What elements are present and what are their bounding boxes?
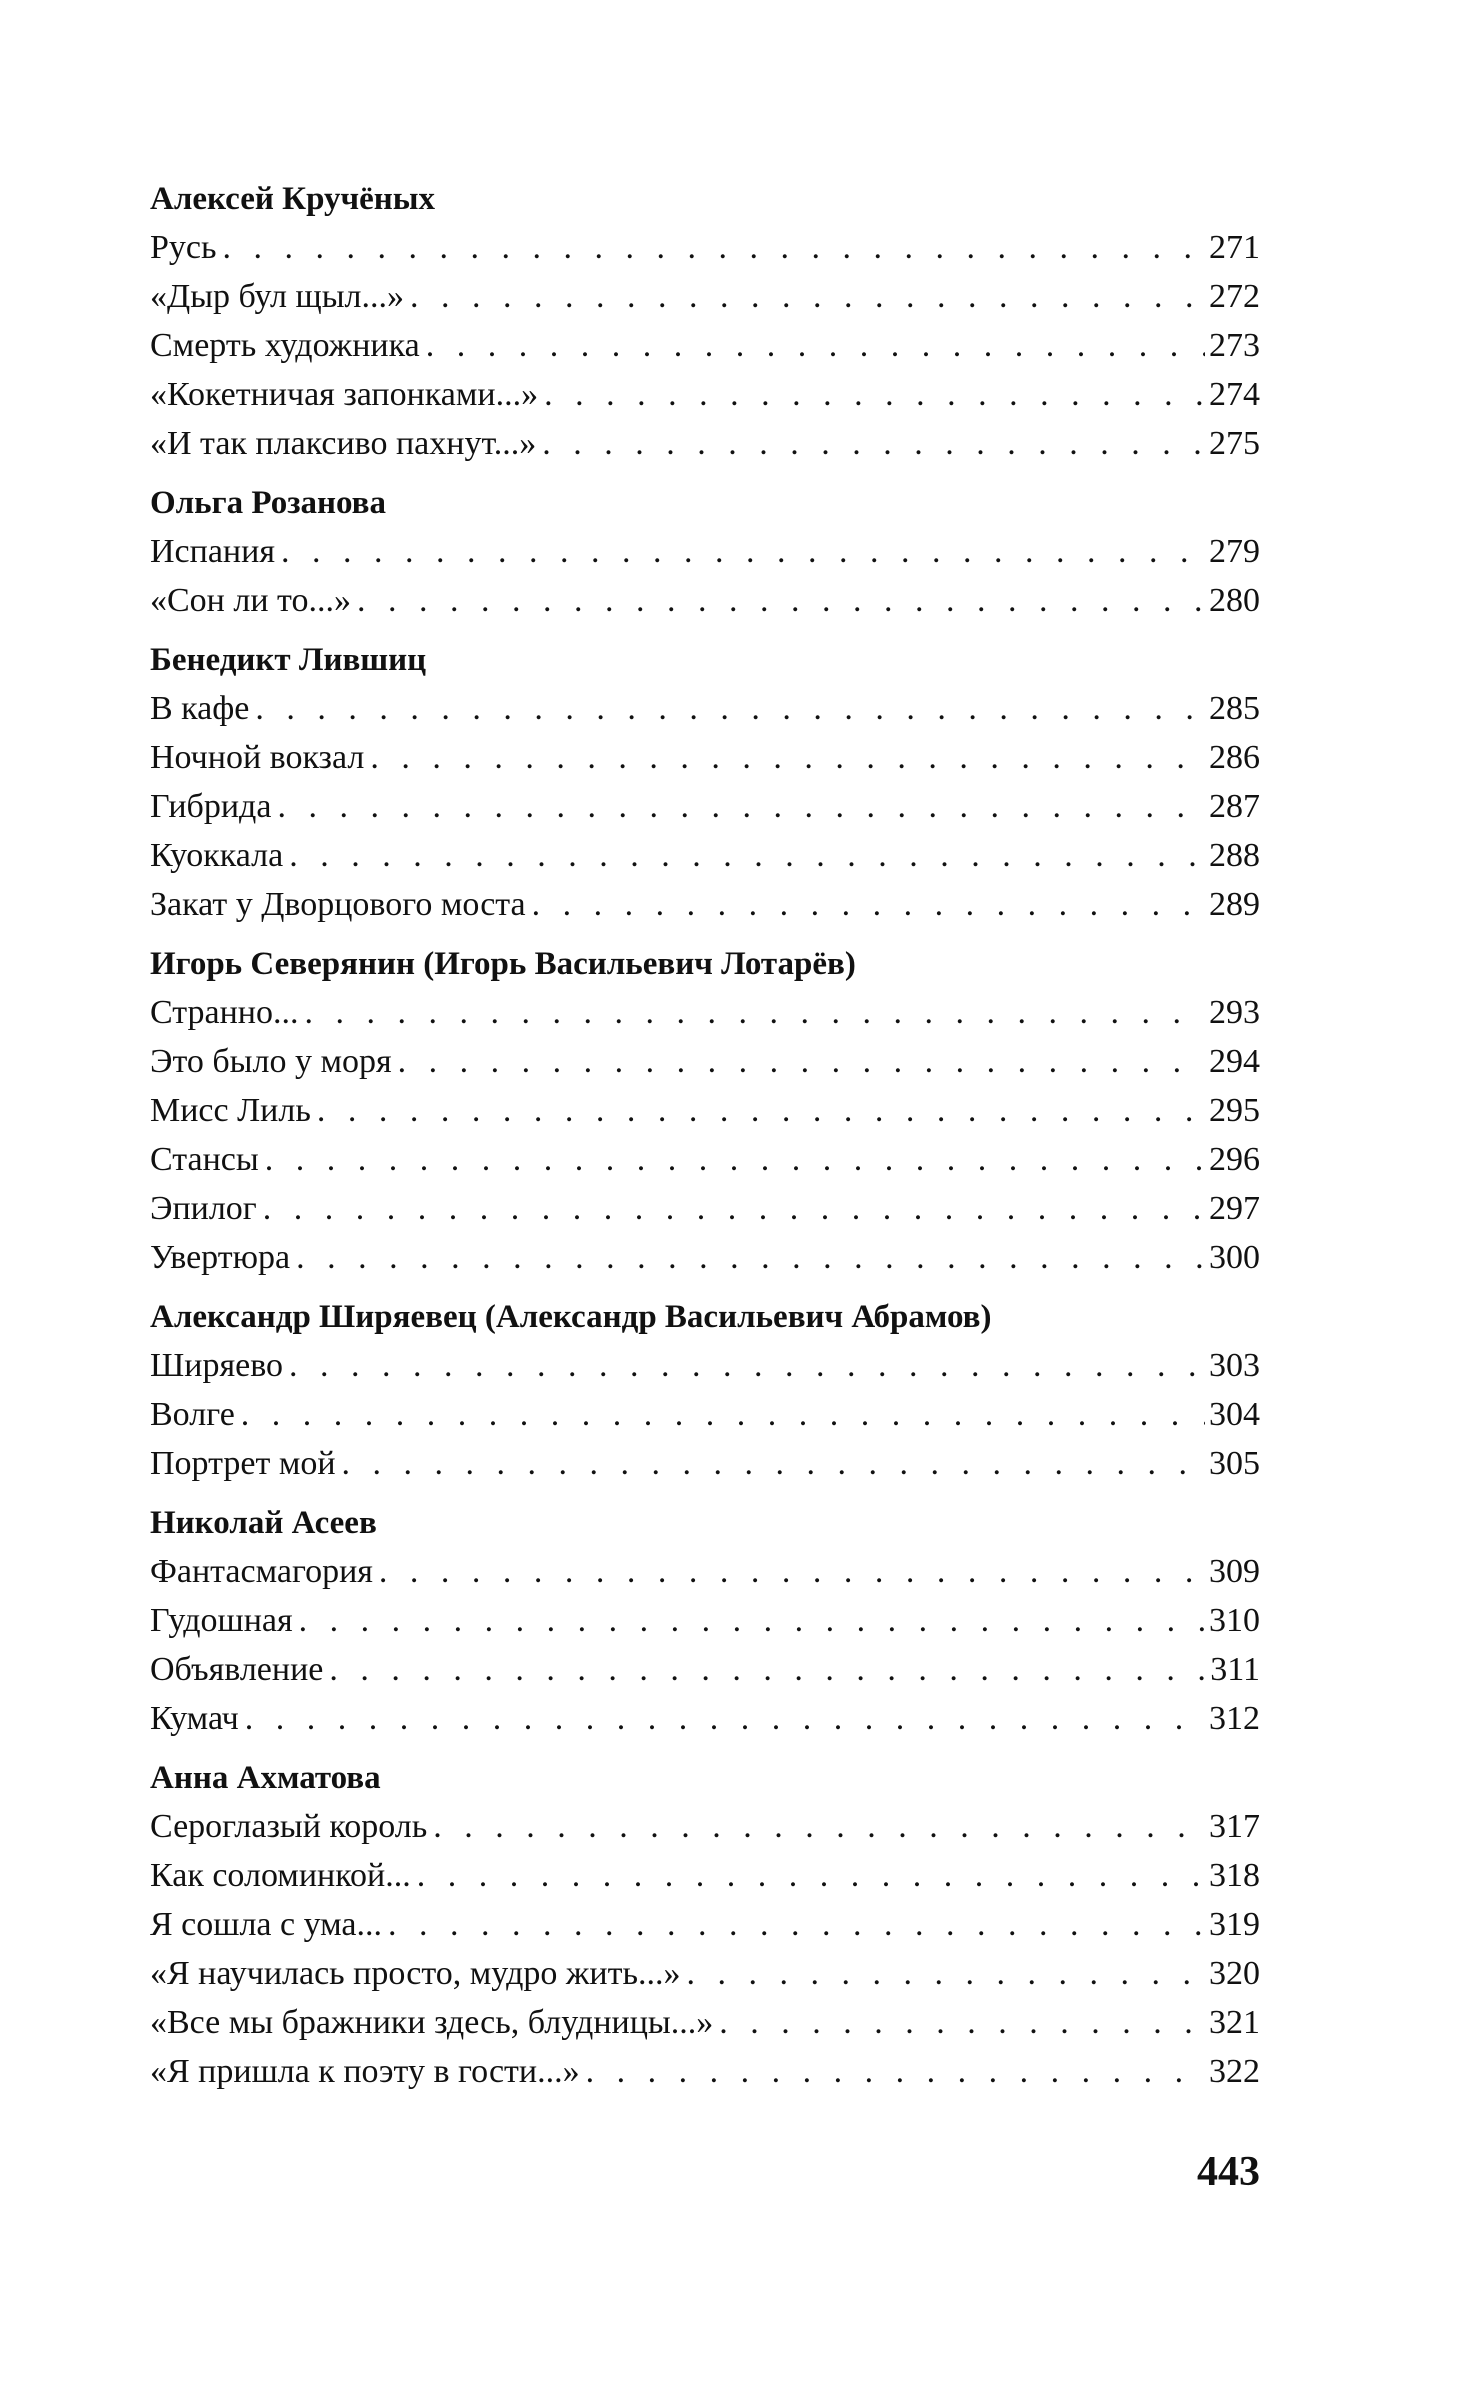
entry-page-number: 296 (1209, 1141, 1260, 1178)
entry-title: «Сон ли то...» (150, 582, 351, 619)
entry-page-number: 309 (1209, 1553, 1260, 1590)
dot-leader (223, 223, 1205, 272)
toc-entry (150, 1439, 1260, 1488)
toc-entry (150, 2047, 1260, 2096)
toc-entry (150, 1341, 1260, 1390)
author-heading: Ольга Розанова (150, 485, 386, 521)
toc-entry (150, 1998, 1260, 2047)
author-heading: Игорь Северянин (Игорь Васильевич Лотарёв) (150, 946, 856, 982)
entry-title: Мисс Лиль (150, 1092, 311, 1129)
toc-entry (150, 321, 1260, 370)
dot-leader (426, 321, 1205, 370)
table-of-contents (150, 176, 1260, 2096)
toc-entry (150, 223, 1260, 272)
dot-leader (586, 2047, 1205, 2096)
entry-title: «Все мы бражники здесь, блудницы...» (150, 2004, 714, 2041)
dot-leader (357, 576, 1205, 625)
author-heading: Бенедикт Лившиц (150, 642, 427, 678)
toc-entry (150, 1037, 1260, 1086)
entry-page-number: 293 (1209, 994, 1260, 1031)
entry-title: Странно... (150, 994, 299, 1031)
entry-title: В кафе (150, 690, 250, 727)
toc-entry (150, 1390, 1260, 1439)
entry-page-number: 300 (1209, 1239, 1260, 1276)
toc-section (150, 1755, 1260, 2096)
entry-page-number: 279 (1209, 533, 1260, 570)
entry-page-number: 322 (1209, 2053, 1260, 2090)
entry-page-number: 285 (1209, 690, 1260, 727)
entry-title: Гибрида (150, 788, 272, 825)
dot-leader (289, 831, 1205, 880)
entry-page-number: 271 (1209, 229, 1260, 266)
entry-page-number: 312 (1209, 1700, 1260, 1737)
entry-page-number: 319 (1209, 1906, 1260, 1943)
entry-title: Фантасмагория (150, 1553, 373, 1590)
entry-page-number: 274 (1209, 376, 1260, 413)
page-number: 443 (1197, 2149, 1260, 2195)
entry-page-number: 321 (1209, 2004, 1260, 2041)
entry-title: Я сошла с ума... (150, 1906, 383, 1943)
toc-entry (150, 1233, 1260, 1282)
dot-leader (245, 1694, 1205, 1743)
author-heading: Анна Ахматова (150, 1760, 381, 1796)
dot-leader (296, 1233, 1205, 1282)
toc-section (150, 637, 1260, 929)
toc-entry (150, 1184, 1260, 1233)
entry-page-number: 288 (1209, 837, 1260, 874)
entry-page-number: 287 (1209, 788, 1260, 825)
entry-title: Ночной вокзал (150, 739, 365, 776)
entry-title: Портрет мой (150, 1445, 336, 1482)
entry-page-number: 318 (1209, 1857, 1260, 1894)
entry-title: Волге (150, 1396, 235, 1433)
dot-leader (299, 1596, 1205, 1645)
dot-leader (433, 1802, 1205, 1851)
dot-leader (719, 1998, 1205, 2047)
toc-section (150, 1294, 1260, 1488)
entry-page-number: 305 (1209, 1445, 1260, 1482)
entry-page-number: 273 (1209, 327, 1260, 364)
toc-entry (150, 684, 1260, 733)
entry-title: Сероглазый король (150, 1808, 428, 1845)
dot-leader (342, 1439, 1205, 1488)
entry-page-number: 280 (1209, 582, 1260, 619)
dot-leader (241, 1390, 1205, 1439)
toc-entry (150, 1547, 1260, 1596)
toc-entry (150, 272, 1260, 321)
toc-section (150, 1500, 1260, 1743)
toc-section (150, 941, 1260, 1282)
dot-leader (255, 684, 1205, 733)
entry-title: «Дыр бул щыл...» (150, 278, 405, 315)
dot-leader (542, 419, 1205, 468)
entry-title: «Кокетничая запонками...» (150, 376, 539, 413)
toc-entry (150, 1949, 1260, 1998)
author-heading: Александр Ширяевец (Александр Васильевич Абрамов) (150, 1299, 992, 1335)
toc-entry (150, 1851, 1260, 1900)
dot-leader (410, 272, 1205, 321)
entry-page-number: 303 (1209, 1347, 1260, 1384)
dot-leader (417, 1851, 1205, 1900)
dot-leader (544, 370, 1205, 419)
toc-entry (150, 1086, 1260, 1135)
entry-page-number: 310 (1209, 1602, 1260, 1639)
toc-entry (150, 1596, 1260, 1645)
author-heading: Алексей Кручёных (150, 181, 436, 217)
entry-page-number: 294 (1209, 1043, 1260, 1080)
entry-page-number: 320 (1209, 1955, 1260, 1992)
entry-page-number: 286 (1209, 739, 1260, 776)
dot-leader (686, 1949, 1205, 1998)
entry-title: Стансы (150, 1141, 259, 1178)
toc-entry (150, 576, 1260, 625)
entry-title: Русь (150, 229, 217, 266)
entry-title: Гудошная (150, 1602, 293, 1639)
toc-entry (150, 733, 1260, 782)
toc-entry (150, 1694, 1260, 1743)
dot-leader (289, 1341, 1205, 1390)
dot-leader (277, 782, 1205, 831)
toc-entry (150, 782, 1260, 831)
dot-leader (379, 1547, 1205, 1596)
dot-leader (388, 1900, 1205, 1949)
entry-title: Это было у моря (150, 1043, 392, 1080)
toc-entry (150, 1900, 1260, 1949)
entry-title: Куоккала (150, 837, 284, 874)
entry-page-number: 275 (1209, 425, 1260, 462)
toc-section (150, 480, 1260, 625)
entry-page-number: 297 (1209, 1190, 1260, 1227)
entry-title: Увертюра (150, 1239, 291, 1276)
dot-leader (265, 1135, 1205, 1184)
author-heading: Николай Асеев (150, 1505, 377, 1541)
toc-entry (150, 1645, 1260, 1694)
toc-section (150, 176, 1260, 468)
toc-entry (150, 419, 1260, 468)
entry-title: Как соломинкой... (150, 1857, 411, 1894)
entry-title: «И так плаксиво пахнут...» (150, 425, 537, 462)
dot-leader (317, 1086, 1205, 1135)
toc-entry (150, 1135, 1260, 1184)
entry-title: Кумач (150, 1700, 239, 1737)
dot-leader (281, 527, 1205, 576)
dot-leader (304, 988, 1205, 1037)
entry-page-number: 289 (1209, 886, 1260, 923)
entry-page-number: 295 (1209, 1092, 1260, 1129)
toc-entry (150, 880, 1260, 929)
dot-leader (398, 1037, 1205, 1086)
dot-leader (263, 1184, 1205, 1233)
entry-page-number: 304 (1209, 1396, 1260, 1433)
toc-entry (150, 1802, 1260, 1851)
entry-title: «Я научилась просто, мудро жить...» (150, 1955, 681, 1992)
dot-leader (329, 1645, 1206, 1694)
entry-page-number: 317 (1209, 1808, 1260, 1845)
toc-entry (150, 988, 1260, 1037)
entry-title: Ширяево (150, 1347, 284, 1384)
entry-title: Эпилог (150, 1190, 257, 1227)
entry-title: Закат у Дворцового моста (150, 886, 526, 923)
entry-page-number: 311 (1210, 1651, 1260, 1688)
entry-title: «Я пришла к поэту в гости...» (150, 2053, 580, 2090)
entry-title: Объявление (150, 1651, 324, 1688)
entry-title: Испания (150, 533, 275, 570)
entry-title: Смерть художника (150, 327, 420, 364)
toc-entry (150, 831, 1260, 880)
dot-leader (532, 880, 1205, 929)
entry-page-number: 272 (1209, 278, 1260, 315)
toc-entry (150, 527, 1260, 576)
dot-leader (370, 733, 1205, 782)
toc-entry (150, 370, 1260, 419)
